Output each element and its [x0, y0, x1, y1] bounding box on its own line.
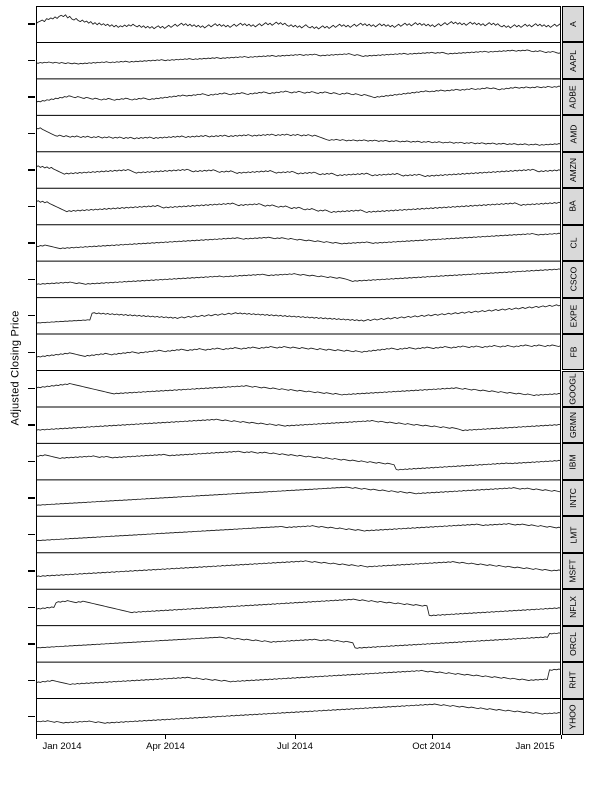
facet-strip-grmn	[562, 407, 584, 443]
y-axis-tick	[28, 96, 35, 97]
facet-strip-label: EXPE	[568, 304, 578, 328]
y-axis-tick	[28, 206, 35, 207]
x-axis	[36, 735, 561, 759]
facet-strip-amd	[562, 115, 584, 151]
x-axis-label: Oct 2014	[412, 741, 451, 752]
x-axis-label: Jan 2014	[42, 741, 82, 752]
facet-strip-label: ADBE	[568, 85, 578, 109]
facet-strip-label: MSFT	[568, 559, 579, 583]
facet-strip-label: ORCL	[568, 632, 578, 656]
facet-strip-yhoo	[562, 699, 584, 735]
y-axis-tick	[28, 242, 35, 243]
plot-panel	[36, 6, 561, 735]
y-axis-tick	[28, 279, 35, 280]
series-line	[36, 201, 561, 213]
facet-strip-label: GOOGL	[568, 373, 578, 405]
series-line	[36, 419, 561, 431]
series-line	[36, 451, 561, 470]
series-line	[36, 128, 561, 146]
y-axis-tick	[28, 352, 35, 353]
facet-strip-intc	[562, 480, 584, 516]
facet-strip-label: CL	[568, 237, 578, 249]
y-axis-tick	[28, 388, 35, 389]
facet-strip-csco	[562, 261, 584, 297]
y-axis-tick	[28, 315, 35, 316]
facet-strip-label: INTC	[568, 488, 578, 508]
y-axis-tick	[28, 169, 35, 170]
series-line	[36, 599, 561, 616]
facet-strip-cl	[562, 225, 584, 261]
y-axis-tick	[28, 607, 35, 608]
x-axis-label: Jan 2015	[515, 741, 555, 752]
y-axis-tick	[28, 716, 35, 717]
y-axis-tick	[28, 60, 35, 61]
y-axis-tick	[28, 497, 35, 498]
series-line	[36, 633, 561, 648]
facet-strip-ibm	[562, 443, 584, 479]
facet-strip-label: NFLX	[568, 596, 579, 619]
facet-strip-expe	[562, 298, 584, 334]
series-line	[36, 669, 561, 684]
x-axis-tick	[432, 735, 433, 739]
facet-strip-msft	[562, 553, 584, 589]
facet-strip-label: CSCO	[568, 267, 578, 292]
facet-strip-nflx	[562, 589, 584, 625]
facet-strip-label: YHOO	[568, 704, 578, 730]
y-axis-tick	[28, 133, 35, 134]
facet-strip-fb	[562, 334, 584, 370]
y-axis-tick	[28, 570, 35, 571]
facet-strip-label: BA	[568, 200, 578, 213]
facet-strip-ba	[562, 188, 584, 224]
facet-strip-label: IBM	[568, 454, 578, 470]
facet-strip-label: GRMN	[568, 412, 579, 439]
facet-strip-googl	[562, 371, 584, 407]
x-axis-label: Jul 2014	[276, 741, 313, 752]
y-axis-title: Adjusted Closing Price	[10, 309, 23, 426]
series-line	[36, 704, 561, 723]
facet-strip-a	[562, 6, 584, 42]
y-axis-tick	[28, 534, 35, 535]
facet-strip-orcl	[562, 626, 584, 662]
y-axis-tick	[28, 23, 35, 24]
facet-series-svg	[36, 6, 561, 735]
y-axis-tick	[28, 643, 35, 644]
series-line	[36, 345, 561, 358]
facet-strip-rht	[562, 662, 584, 698]
series-line	[36, 233, 561, 248]
facet-strip-label: AMD	[567, 124, 578, 144]
y-axis-tick	[28, 424, 35, 425]
y-axis-tick	[28, 461, 35, 462]
series-line	[36, 305, 561, 323]
series-line	[36, 15, 561, 29]
facet-strip-label: FB	[568, 346, 578, 358]
series-line	[36, 50, 561, 64]
x-axis-tick	[36, 735, 37, 739]
series-line	[36, 86, 561, 102]
facet-strip-lmt	[562, 516, 584, 552]
facet-strip-adbe	[562, 79, 584, 115]
facet-strip-labels	[562, 6, 584, 735]
series-line	[36, 269, 561, 285]
x-axis-tick	[561, 735, 562, 739]
facet-strip-label: AMZN	[568, 157, 578, 183]
x-axis-label: Apr 2014	[146, 741, 185, 752]
x-axis-tick	[295, 735, 296, 739]
facet-strip-label: LMT	[568, 526, 578, 544]
series-line	[36, 561, 561, 577]
series-line	[36, 166, 561, 177]
series-line	[36, 524, 561, 541]
series-line	[36, 487, 561, 505]
facet-strip-aapl	[562, 42, 584, 78]
facet-strip-label: A	[567, 21, 578, 28]
y-axis-tick	[28, 680, 35, 681]
facet-strip-label: AAPL	[568, 49, 578, 72]
facet-strip-label: RHT	[567, 671, 578, 690]
x-axis-tick	[165, 735, 166, 739]
facet-strip-amzn	[562, 152, 584, 188]
series-line	[36, 383, 561, 395]
